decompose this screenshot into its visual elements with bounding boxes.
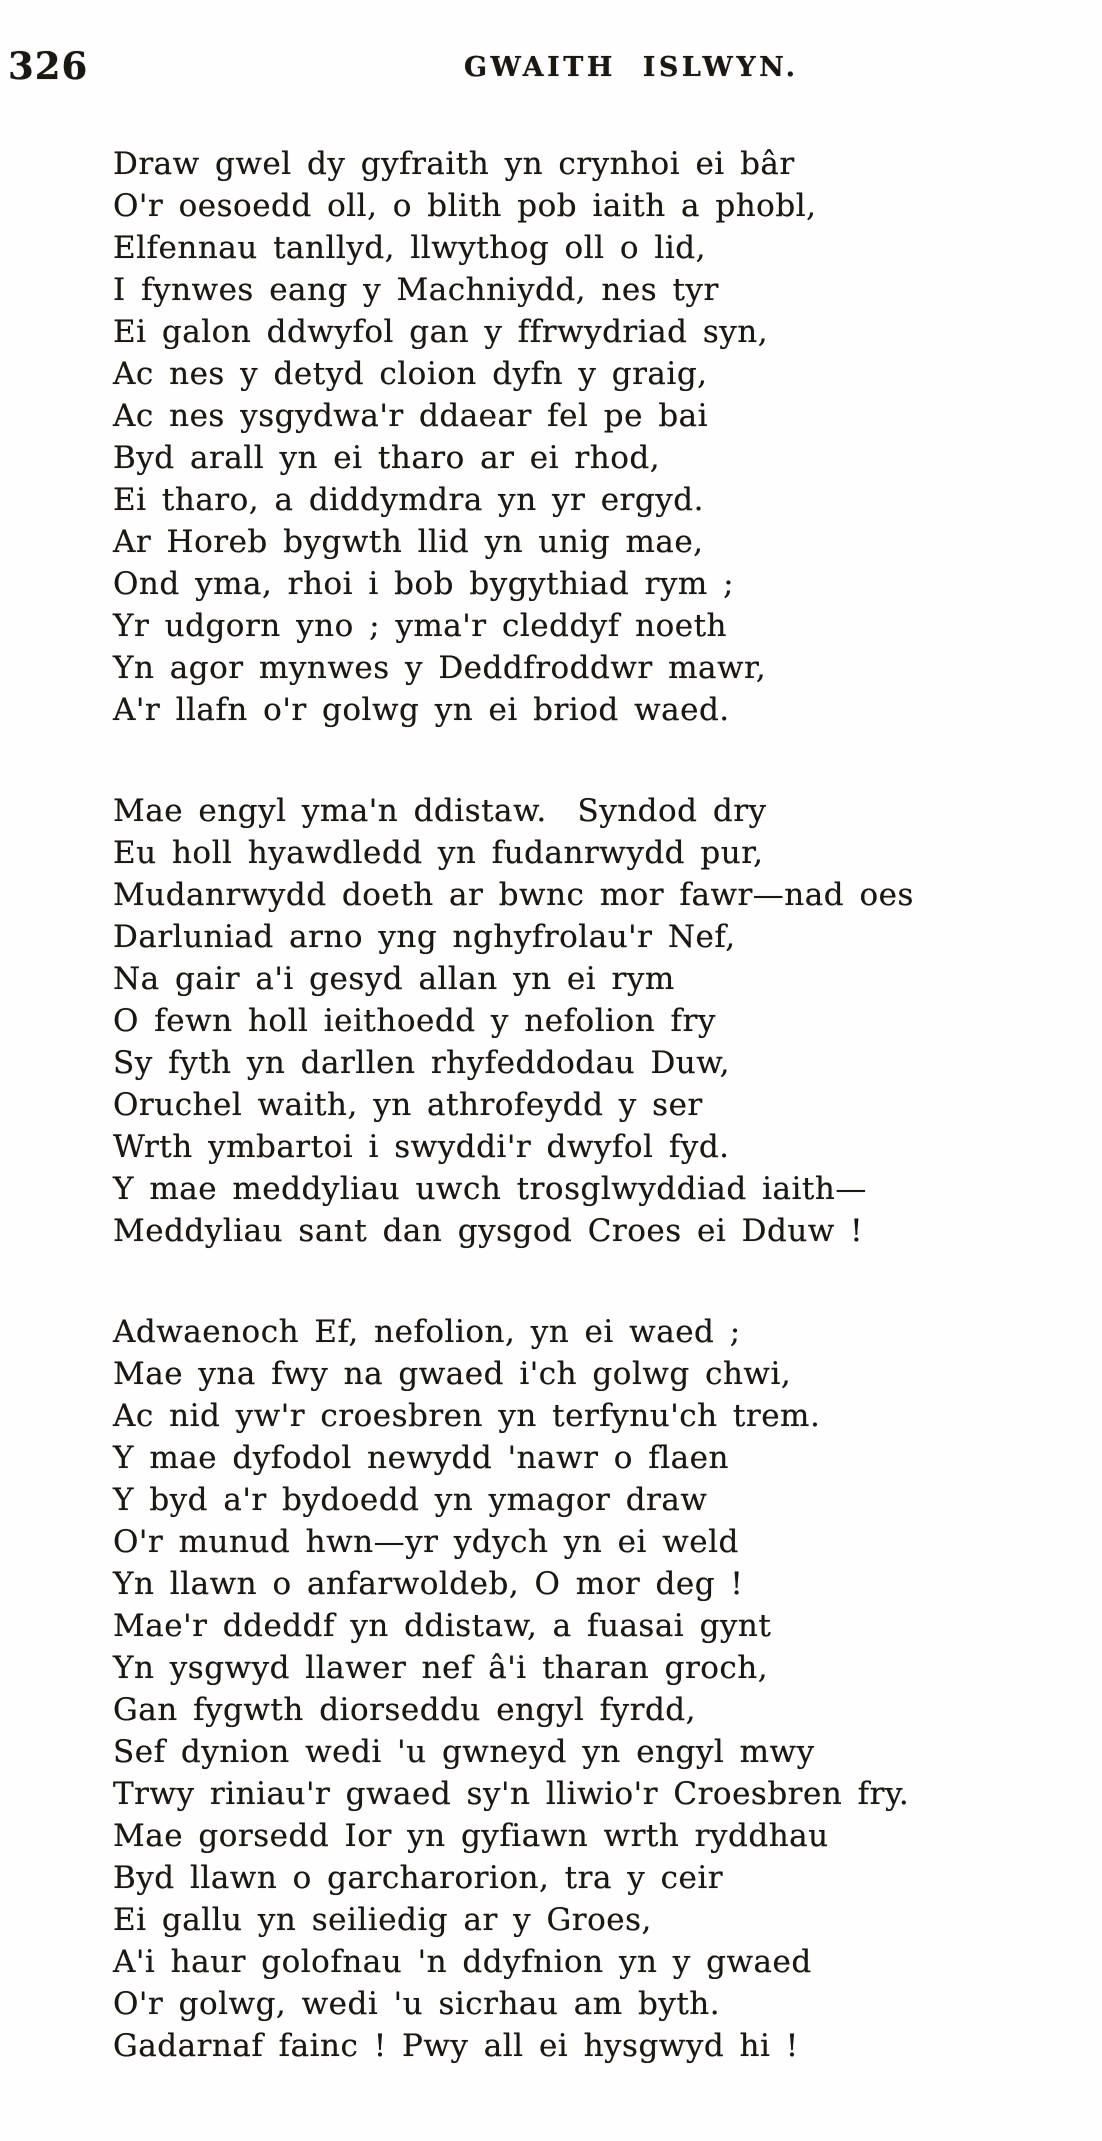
- poem-line: I fynwes eang y Machniydd, nes tyr: [113, 272, 719, 308]
- poem-line: Ei galon ddwyfol gan y ffrwydriad syn,: [113, 314, 769, 350]
- poem-line: Draw gwel dy gyfraith yn crynhoi ei bâr: [113, 146, 795, 182]
- poem-line: Byd arall yn ei tharo ar ei rhod,: [113, 440, 661, 476]
- poem-line: O'r munud hwn—yr ydych yn ei weld: [113, 1524, 739, 1560]
- poem-line: Gadarnaf fainc ! Pwy all ei hysgwyd hi !: [113, 2028, 799, 2064]
- poem-line: Meddyliau sant dan gysgod Croes ei Dduw !: [113, 1213, 864, 1249]
- poem-line: Elfennau tanllyd, llwythog oll o lid,: [113, 230, 706, 266]
- poem-line: Ei tharo, a diddymdra yn yr ergyd.: [113, 482, 704, 518]
- running-title: GWAITH ISLWYN.: [464, 52, 799, 83]
- poem-line: Ond yma, rhoi i bob bygythiad rym ;: [113, 566, 735, 602]
- poem-line: Darluniad arno yng nghyfrolau'r Nef,: [113, 919, 736, 955]
- poem-line: Y mae meddyliau uwch trosglwyddiad iaith—: [113, 1171, 867, 1207]
- poem-line: Ei gallu yn seiliedig ar y Groes,: [113, 1902, 652, 1938]
- poem-line: Y byd a'r bydoedd yn ymagor draw: [113, 1482, 708, 1518]
- poem-line: Na gair a'i gesyd allan yn ei rym: [113, 961, 675, 997]
- poem-line: Oruchel waith, yn athrofeydd y ser: [113, 1087, 703, 1123]
- poem-line: Gan fygwth diorseddu engyl fyrdd,: [113, 1692, 696, 1728]
- poem-line: Y mae dyfodol newydd 'nawr o flaen: [113, 1440, 729, 1476]
- poem-line: Mudanrwydd doeth ar bwnc mor fawr—nad oes: [113, 877, 914, 913]
- poem-line: O'r golwg, wedi 'u sicrhau am byth.: [113, 1986, 721, 2022]
- poem-line: A'r llafn o'r golwg yn ei briod waed.: [113, 692, 730, 728]
- poem-line: Yn ysgwyd llawer nef â'i tharan groch,: [113, 1650, 769, 1686]
- stanza: [113, 1311, 1063, 2067]
- poem-line: Yn llawn o anfarwoldeb, O mor deg !: [113, 1566, 744, 1602]
- poem: [113, 143, 1063, 2067]
- poem-line: Ar Horeb bygwth llid yn unig mae,: [113, 524, 704, 560]
- page-number: 326: [8, 44, 89, 88]
- poem-line: Ac nes ysgydwa'r ddaear fel pe bai: [113, 398, 709, 434]
- stanza: [113, 143, 1063, 731]
- poem-line: Yr udgorn yno ; yma'r cleddyf noeth: [113, 608, 728, 644]
- poem-line: O fewn holl ieithoedd y nefolion fry: [113, 1003, 716, 1039]
- poem-line: Ac nid yw'r croesbren yn terfynu'ch trem.: [113, 1398, 821, 1434]
- poem-line: Trwy riniau'r gwaed sy'n lliwio'r Croesbren fry.: [113, 1776, 910, 1812]
- poem-line: Mae'r ddeddf yn ddistaw, a fuasai gynt: [113, 1608, 772, 1644]
- poem-line: Byd llawn o garcharorion, tra y ceir: [113, 1860, 724, 1896]
- poem-line: Mae yna fwy na gwaed i'ch golwg chwi,: [113, 1356, 792, 1392]
- poem-line: O'r oesoedd oll, o blith pob iaith a phobl,: [113, 188, 817, 224]
- poem-line: A'i haur golofnau 'n ddyfnion yn y gwaed: [113, 1944, 812, 1980]
- poem-line: Yn agor mynwes y Deddfroddwr mawr,: [113, 650, 767, 686]
- poem-line: Sy fyth yn darllen rhyfeddodau Duw,: [113, 1045, 730, 1081]
- poem-line: Mae engyl yma'n ddistaw. Syndod dry: [113, 793, 767, 829]
- page-header: [0, 44, 1102, 94]
- poem-line: Sef dynion wedi 'u gwneyd yn engyl mwy: [113, 1734, 815, 1770]
- poem-line: Wrth ymbartoi i swyddi'r dwyfol fyd.: [113, 1129, 730, 1165]
- poem-line: Adwaenoch Ef, nefolion, yn ei waed ;: [113, 1314, 741, 1350]
- poem-line: Eu holl hyawdledd yn fudanrwydd pur,: [113, 835, 764, 871]
- poem-line: Ac nes y detyd cloion dyfn y graig,: [113, 356, 708, 392]
- stanza: [113, 790, 1063, 1252]
- poem-line: Mae gorsedd Ior yn gyfiawn wrth ryddhau: [113, 1818, 829, 1854]
